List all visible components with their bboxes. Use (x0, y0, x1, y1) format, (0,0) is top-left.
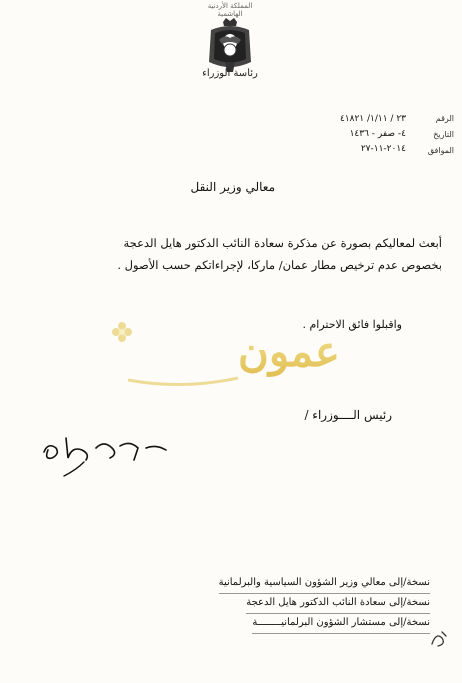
reference-date-label: التاريخ (433, 130, 454, 139)
copy-line-3: نسخة/إلى مستشار الشؤون البرلمانيــــــــة (130, 614, 430, 634)
reference-labels (428, 111, 454, 159)
letterhead-small-text: المملكة الأردنية الهاشمية (207, 2, 253, 18)
handwritten-margin-mark (428, 628, 450, 650)
handwritten-signature (38, 418, 188, 478)
ammon-watermark (108, 318, 340, 390)
body-line-1: أبعث لمعاليكم بصورة عن مذكرة سعادة النائب الدكتور هايل الدعجة (123, 236, 442, 250)
closing-line: واقبلوا فائق الاحترام . (302, 318, 402, 331)
body-line-2: بخصوص عدم ترخيص مطار عمان/ ماركا، لإجراءاتكم حسب الأصول . (117, 258, 442, 272)
copies-list (130, 574, 430, 634)
watermark-text: عمون (238, 327, 340, 376)
jordan-coat-of-arms-icon (205, 16, 255, 76)
reference-hijri-label: الموافق (427, 146, 454, 155)
reference-number-label: الرقم (435, 114, 454, 123)
office-name: رئاسة الوزراء (202, 68, 258, 79)
reference-gregorian-date: ٢٠١٤-١١-٢٧ (360, 144, 406, 154)
copy-line-1: نسخة/إلى معالي وزير الشؤون السياسية والبرلمانية (130, 574, 430, 594)
copy-line-2: نسخة/إلى سعادة النائب الدكتور هايل الدعجة (130, 594, 430, 614)
letter-body (22, 232, 442, 276)
recipient-line: معالي وزير النقل (190, 180, 275, 194)
reference-number-value: ٢٣ / ١/١١/ ٤١٨٢١ (339, 114, 406, 124)
reference-values (340, 112, 406, 157)
reference-hijri-date: ٤- صفر - ١٤٣٦ (349, 129, 406, 139)
signature-title: رئيس الــــوزراء / (304, 408, 392, 422)
